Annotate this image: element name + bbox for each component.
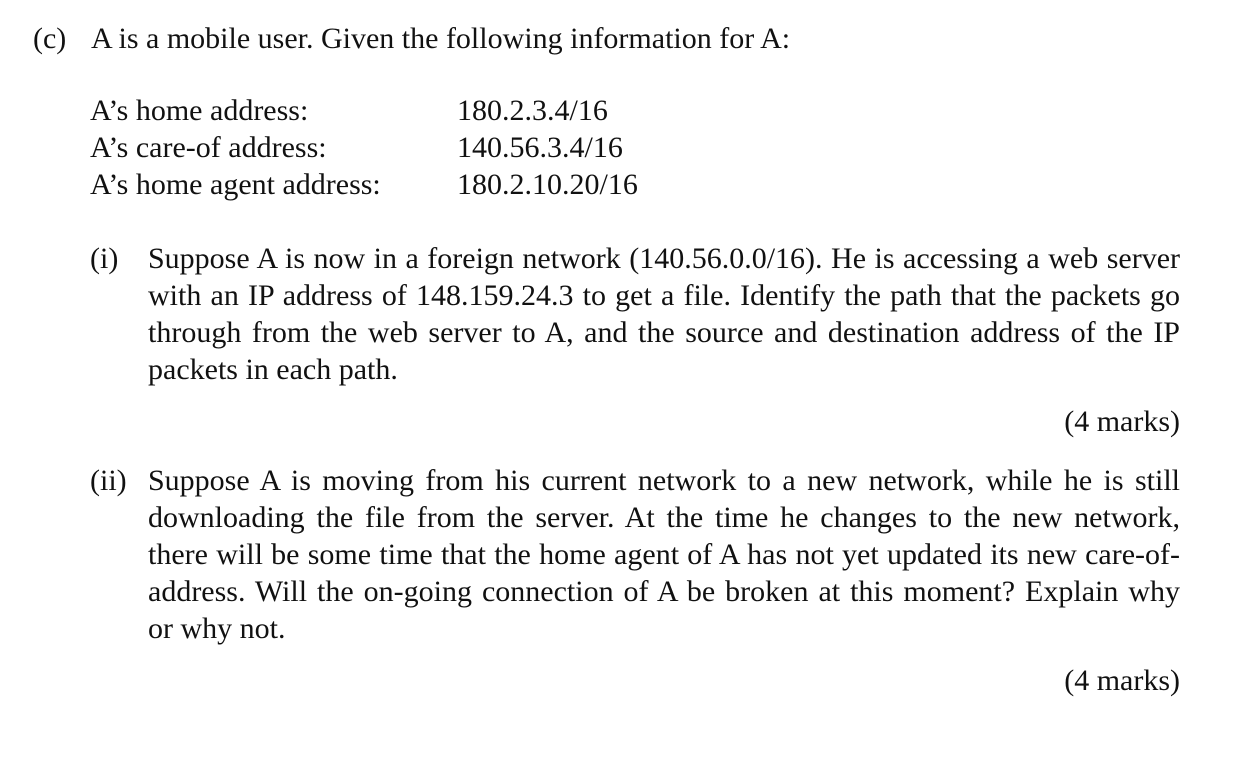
- info-row-care-of-address: [90, 129, 710, 166]
- sub-question-number: (i): [90, 242, 119, 275]
- sub-question-number: (ii): [90, 464, 127, 497]
- info-key: A’s care-of address:: [90, 131, 327, 164]
- info-value: 140.56.3.4/16: [457, 131, 623, 164]
- info-value: 180.2.3.4/16: [457, 94, 608, 127]
- question-intro: A is a mobile user. Given the following information for A:: [91, 22, 791, 55]
- sub-question-text: Suppose A is moving from his current network to a new network, while he is still downloading the file from the server. At the time he changes to the new network, there will be some time that the home agent of A has not yet updated its new care-of-address. Will the on-going connection of A be broken at this moment? Explain why or why not.: [148, 464, 1180, 645]
- info-row-home-address: [90, 92, 710, 129]
- sub-question-ii: [90, 462, 1180, 699]
- info-key: A’s home address:: [90, 94, 309, 127]
- question-label: (c): [33, 22, 67, 55]
- marks-label: (4 marks): [1064, 664, 1180, 697]
- info-row-home-agent-address: [90, 166, 710, 203]
- sub-question-i: [90, 240, 1180, 440]
- info-value: 180.2.10.20/16: [457, 168, 638, 201]
- marks-label: (4 marks): [1064, 405, 1180, 438]
- sub-question-text: Suppose A is now in a foreign network (140.56.0.0/16). He is accessing a web server with an IP address of 148.159.24.3 to get a file. Identify the path that the packets go through from the web server to A, and the source and destination address of the IP packets in each path.: [148, 242, 1180, 386]
- info-key: A’s home agent address:: [90, 168, 381, 201]
- sub-question-body: [90, 462, 1180, 647]
- question-heading: [33, 20, 790, 58]
- address-info-table: [90, 92, 710, 203]
- sub-question-body: [90, 240, 1180, 388]
